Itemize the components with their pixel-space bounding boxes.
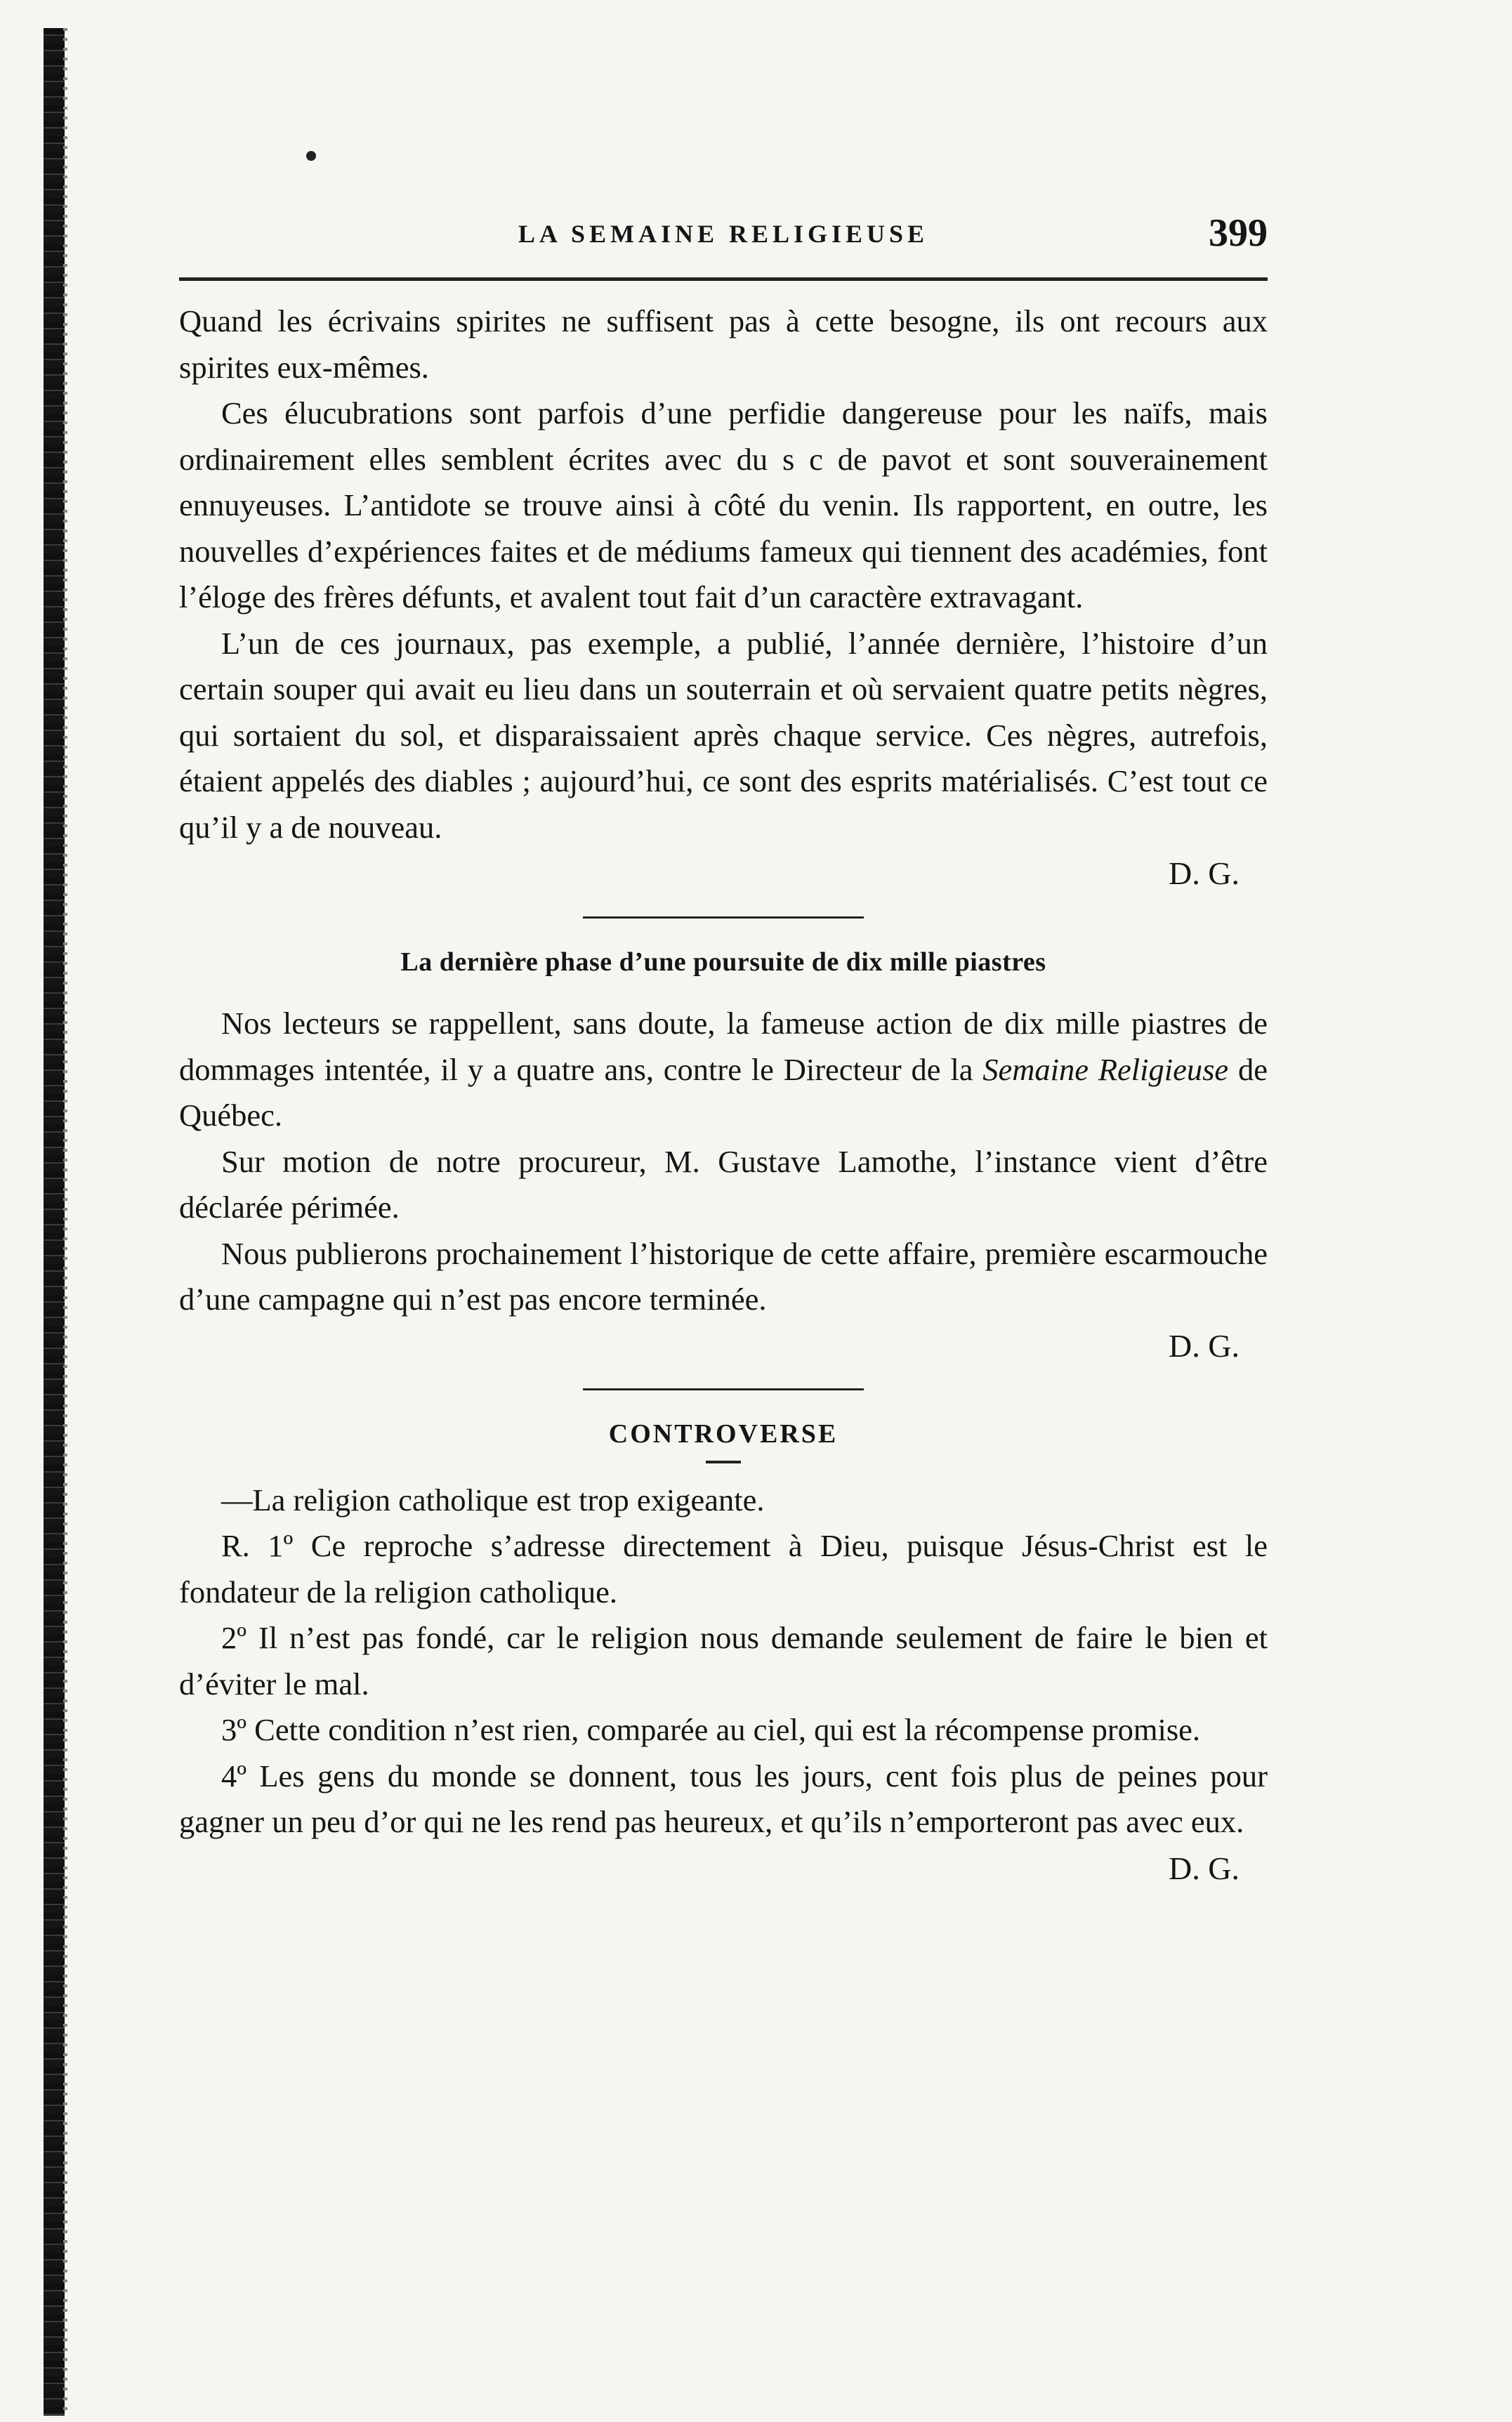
article3-signature: D. G. xyxy=(1169,1850,1240,1886)
page-number: 399 xyxy=(1209,211,1268,255)
section-divider xyxy=(583,1388,864,1390)
article2-paragraph: Sur motion de notre procureur, M. Gustave Lamothe, l’instance vient d’être déclarée périmée. xyxy=(179,1143,1268,1225)
article3-title: CONTROVERSE xyxy=(608,1419,839,1449)
article2-paragraph xyxy=(179,1001,1268,1139)
controverse-response: 3º Cette condition n’est rien, comparée au ciel, qui est la récompense promise. xyxy=(221,1712,1201,1747)
publication-name: Semaine Religieuse xyxy=(982,1051,1229,1087)
article1-paragraph: Quand les écrivains spirites ne suffisent pas à cette besogne, ils ont recours aux spirites eux-mêmes. xyxy=(179,303,1268,385)
article2-text: Nos lecteurs se rappellent, sans doute, la fameuse action de dix mille piastres de dommages intentée, il y a quatre ans, contre le Directeur de la xyxy=(179,1006,1268,1087)
book-page xyxy=(179,0,1268,2422)
controverse-response: R. 1º Ce reproche s’adresse directement à Dieu, puisque Jésus-Christ est le fondateur de la religion catholique. xyxy=(179,1528,1268,1610)
article1-signature: D. G. xyxy=(1169,855,1240,891)
binding-shadow xyxy=(63,28,67,2416)
section-divider xyxy=(583,916,864,919)
controverse-response: 2º Il n’est pas fondé, car le religion nous demande seulement de faire le bien et d’éviter le mal. xyxy=(179,1620,1268,1702)
article1-paragraph: Ces élucubrations sont parfois d’une perfidie dangereuse pour les naïfs, mais ordinairement elles semblent écrites avec du s c de pavot et sont souverainement ennuyeuses. L’antidote se trouve ainsi à côté du venin. Ils rapportent, en outre, les nouvelles d’expériences faites et de médiums fameux qui tiennent des académies, font l’éloge des frères défunts, et avalent tout fait d’un caractère extravagant. xyxy=(179,395,1268,614)
page-header xyxy=(179,211,1268,267)
article2-title: La dernière phase d’une poursuite de dix mille piastres xyxy=(400,947,1046,977)
title-underline xyxy=(706,1461,741,1463)
book-binding-edge xyxy=(44,28,65,2416)
header-rule xyxy=(179,277,1268,281)
controverse-response: 4º Les gens du monde se donnent, tous les jours, cent fois plus de peines pour gagner un peu d’or qui ne les rend pas heureux, et qu’ils n’emporteront pas avec eux. xyxy=(179,1758,1268,1839)
article2-paragraph: Nous publierons prochainement l’historique de cette affaire, première escarmouche d’une campagne qui n’est pas encore terminée. xyxy=(179,1235,1268,1317)
article2-text: de Québec. xyxy=(179,1051,1268,1133)
controverse-objection: —La religion catholique est trop exigeante. xyxy=(221,1482,765,1518)
page-body xyxy=(179,298,1268,1891)
running-head: LA SEMAINE RELIGIEUSE xyxy=(518,220,929,248)
article1-paragraph: L’un de ces journaux, pas exemple, a publié, l’année dernière, l’histoire d’un certain souper qui avait eu lieu dans un souterrain et où servaient quatre petits nègres, qui sortaient du sol, et disparaissaient après chaque service. Ces nègres, autrefois, étaient appelés des diables ; aujourd’hui, ce sont des esprits matérialisés. C’est tout ce qu’il y a de nouveau. xyxy=(179,625,1268,845)
article2-signature: D. G. xyxy=(1169,1327,1240,1364)
